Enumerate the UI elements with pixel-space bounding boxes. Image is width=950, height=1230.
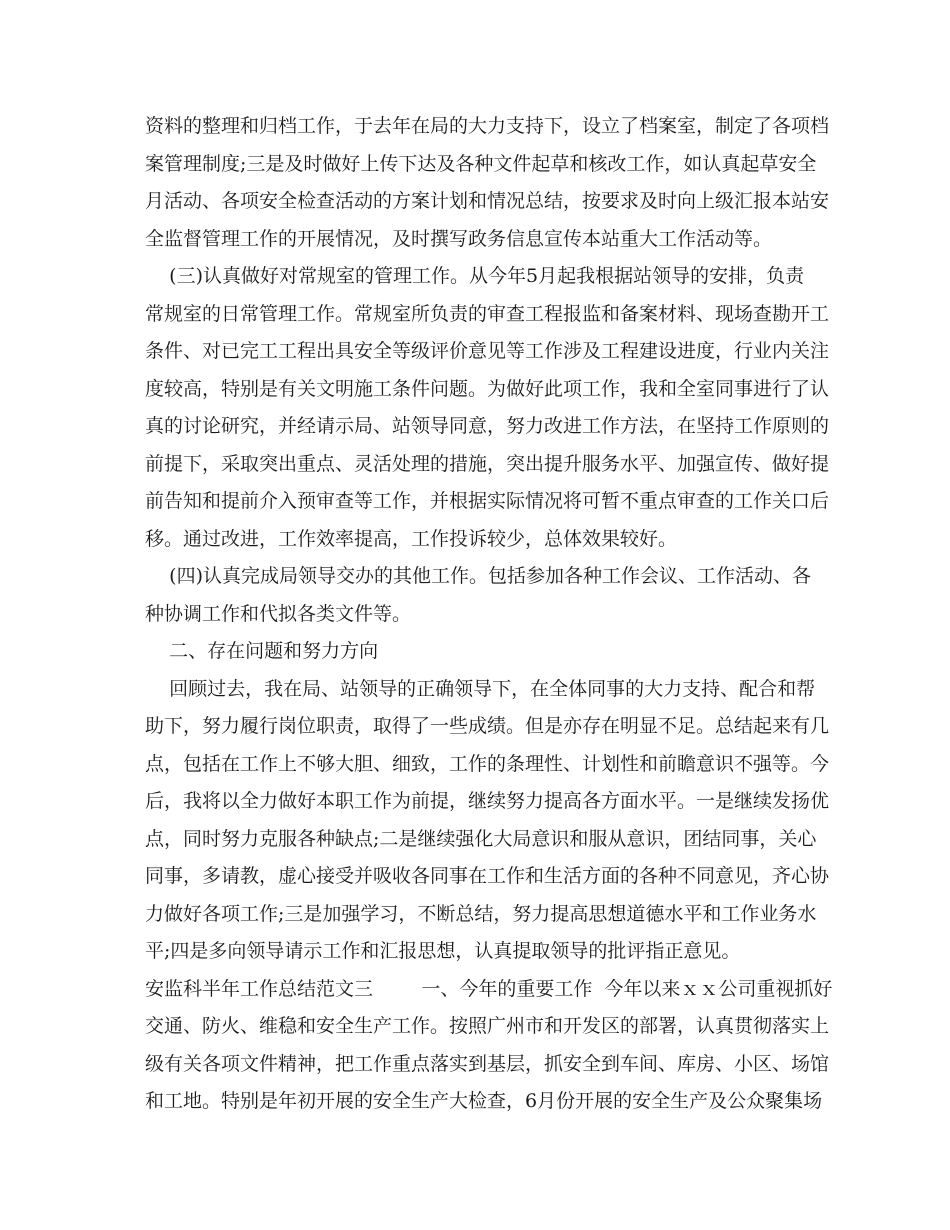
text-line: (四)认真完成局领导交办的其他工作。包括参加各种工作会议、工作活动、各 — [145, 565, 811, 587]
text-line: 度较高，特别是有关文明施工条件问题。为做好此项工作，我和全室同事进行了认 — [145, 377, 830, 400]
text-line: 点，包括在工作上不够大胆、细致，工作的条理性、计划性和前瞻意识不强等。今 — [145, 752, 830, 775]
text-line: 后，我将以全力做好本职工作为前提，继续努力提高各方面水平。一是继续发扬优 — [145, 790, 830, 812]
text-line: 常规室的日常管理工作。常规室所负责的审查工程报监和备案材料、现场查勘开工 — [145, 302, 830, 325]
text-line: 力做好各项工作;三是加强学习，不断总结，努力提高思想道德水平和工作业务水 — [145, 902, 817, 925]
text-line: 助下，努力履行岗位职责，取得了一些成绩。但是亦存在明显不足。总结起来有几 — [145, 715, 830, 737]
text-line: 月活动、各项安全检查活动的方案计划和情况总结，按要求及时向上级汇报本站安 — [145, 190, 830, 212]
text-line: (三)认真做好对常规室的管理工作。从今年5月起我根据站领导的安排，负责 — [145, 265, 805, 287]
text-line: 全监督管理工作的开展情况，及时撰写政务信息宣传本站重大工作活动等。 — [145, 227, 773, 250]
text-line: 种协调工作和代拟各类文件等。 — [145, 602, 412, 625]
text-line: 条件、对已完工工程出具安全等级评价意见等工作涉及工程建设进度，行业内关注 — [145, 340, 830, 362]
text-line: 前告知和提前介入预审查等工作，并根据实际情况将可暂不重点审查的工作关口后 — [145, 490, 830, 512]
text-line: 回顾过去，我在局、站领导的正确领导下，在全体同事的大力支持、配合和帮 — [145, 677, 816, 700]
section-title-line: 安监科半年工作总结范文三 一、今年的重要工作 今年以来ｘｘ公司重视抓好 — [145, 977, 833, 1000]
text-line: 案管理制度;三是及时做好上传下达及各种文件起草和核改工作，如认真起草安全 — [145, 152, 817, 175]
text-line: 同事，多请教，虚心接受并吸收各同事在工作和生活方面的各种不同意见，齐心协 — [145, 865, 830, 887]
section-heading: 二、存在问题和努力方向 — [145, 640, 379, 662]
text-line: 点，同时努力克服各种缺点;二是继续强化大局意识和服从意识，团结同事，关心 — [145, 827, 817, 850]
text-line: 移。通过改进，工作效率提高，工作投诉较少，总体效果较好。 — [145, 527, 678, 550]
text-line: 平;四是多向领导请示工作和汇报思想，认真提取领导的批评指正意见。 — [145, 940, 741, 962]
text-line: 前提下，采取突出重点、灵活处理的措施，突出提升服务水平、加强宣传、做好提 — [145, 452, 830, 475]
text-line: 和工地。特别是年初开展的安全生产大检查，6月份开展的安全生产及公众聚集场 — [145, 1090, 823, 1112]
text-line: 真的讨论研究，并经请示局、站领导同意，努力改进工作方法，在坚持工作原则的 — [145, 415, 830, 437]
text-line: 交通、防火、维稳和安全生产工作。按照广州市和开发区的部署，认真贯彻落实上 — [145, 1015, 830, 1037]
document-body — [145, 108, 833, 1121]
text-line: 资料的整理和归档工作，于去年在局的大力支持下，设立了档案室，制定了各项档 — [145, 115, 830, 137]
text-line: 级有关各项文件精神，把工作重点落实到基层，抓安全到车间、库房、小区、场馆 — [145, 1052, 830, 1075]
